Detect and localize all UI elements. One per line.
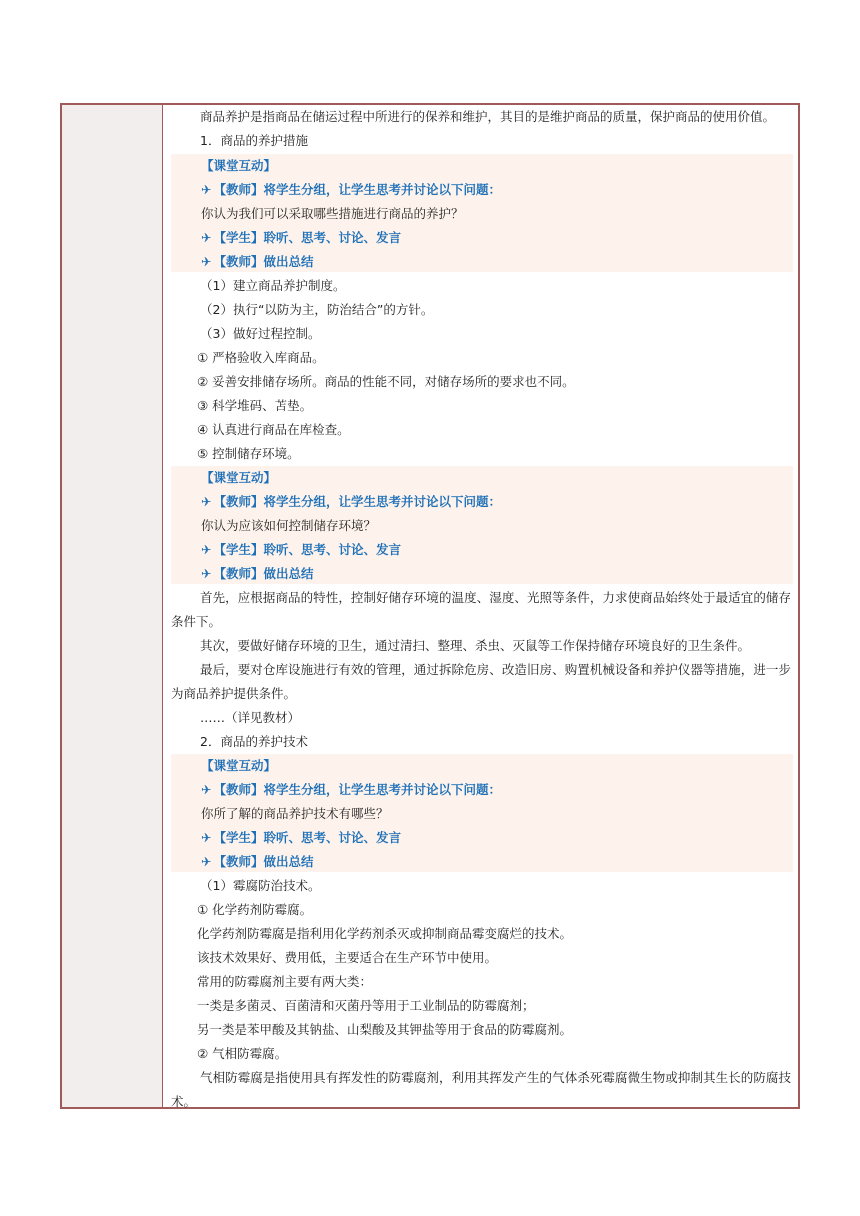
- teacher-summary-line: [201, 850, 314, 874]
- technique-1a-definition: 化学药剂防霉腐是指利用化学药剂杀灭或抑制商品霉变腐烂的技术。: [197, 926, 573, 941]
- plane-icon: ✈: [201, 830, 212, 845]
- teacher-group-text: 【教师】将学生分组，让学生思考并讨论以下问题：: [213, 182, 501, 197]
- plane-icon: ✈: [201, 782, 212, 797]
- student-action-line: [201, 826, 401, 850]
- plane-icon: ✈: [201, 254, 212, 269]
- control-item-2: ② 妥善安排储存场所。商品的性能不同，对储存场所的要求也不同。: [197, 374, 575, 389]
- teacher-summary-text: 【教师】做出总结: [213, 566, 314, 581]
- interaction-label: 【课堂互动】: [201, 758, 277, 773]
- student-action-text: 【学生】聆听、思考、讨论、发言: [213, 230, 401, 245]
- control-item-1: ① 严格验收入库商品。: [197, 350, 325, 365]
- left-label-column: [62, 105, 163, 1107]
- control-item-3: ③ 科学堆码、苫垫。: [197, 398, 313, 413]
- teacher-summary-line: [201, 562, 314, 586]
- question-3: 你所了解的商品养护技术有哪些？: [201, 806, 389, 821]
- technique-1a-usage: 该技术效果好、费用低，主要适合在生产环节中使用。: [197, 950, 498, 965]
- interaction-box-3: [171, 754, 793, 872]
- technique-1b-definition: 气相防霉腐是指使用具有挥发性的防霉腐剂，利用其挥发产生的气体杀死霉腐微生物或抑制其生长的防腐技术。: [171, 1070, 791, 1109]
- measure-2: （2）执行“以防为主，防治结合”的方针。: [200, 302, 434, 317]
- student-action-text: 【学生】聆听、思考、讨论、发言: [213, 830, 401, 845]
- question-1: 你认为我们可以采取哪些措施进行商品的养护？: [201, 206, 464, 221]
- technique-1a-types: 常用的防霉腐剂主要有两大类：: [197, 974, 373, 989]
- intro-paragraph: 商品养护是指商品在储运过程中所进行的保养和维护，其目的是维护商品的质量，保护商品的使用价值。: [200, 109, 776, 124]
- teacher-summary-text: 【教师】做出总结: [213, 254, 314, 269]
- interaction-box-2: [171, 466, 793, 584]
- technique-1b: ② 气相防霉腐。: [197, 1046, 288, 1061]
- see-textbook: ……（详见教材）: [200, 710, 301, 725]
- section2-title: 2．商品的养护技术: [200, 734, 308, 749]
- technique-1a-type2: 另一类是苯甲酸及其钠盐、山梨酸及其钾盐等用于食品的防霉腐剂。: [197, 1022, 573, 1037]
- teacher-group-line: [201, 778, 501, 802]
- student-action-line: [201, 226, 401, 250]
- interaction-box-1: [171, 154, 793, 272]
- plane-icon: ✈: [201, 542, 212, 557]
- student-action-line: [201, 538, 401, 562]
- interaction-label: 【课堂互动】: [201, 470, 277, 485]
- plane-icon: ✈: [201, 566, 212, 581]
- student-action-text: 【学生】聆听、思考、讨论、发言: [213, 542, 401, 557]
- plane-icon: ✈: [201, 494, 212, 509]
- paragraph-last: 最后，要对仓库设施进行有效的管理，通过拆除危房、改造旧房、购置机械设备和养护仪器等措施，进一步为商品养护提供条件。: [171, 662, 791, 701]
- control-item-5: ⑤ 控制储存环境。: [197, 446, 300, 461]
- teacher-group-line: [201, 178, 501, 202]
- technique-1: （1）霉腐防治技术。: [200, 878, 321, 893]
- plane-icon: ✈: [201, 230, 212, 245]
- teacher-group-text: 【教师】将学生分组，让学生思考并讨论以下问题：: [213, 494, 501, 509]
- section1-title: 1．商品的养护措施: [200, 133, 308, 148]
- interaction-label: 【课堂互动】: [201, 158, 277, 173]
- technique-1a-type1: 一类是多菌灵、百菌清和灭菌丹等用于工业制品的防霉腐剂；: [197, 998, 535, 1013]
- teacher-group-text: 【教师】将学生分组，让学生思考并讨论以下问题：: [213, 782, 501, 797]
- question-2: 你认为应该如何控制储存环境？: [201, 518, 377, 533]
- technique-1a: ① 化学药剂防霉腐。: [197, 902, 313, 917]
- plane-icon: ✈: [201, 854, 212, 869]
- control-item-4: ④ 认真进行商品在库检查。: [197, 422, 350, 437]
- paragraph-second: 其次，要做好储存环境的卫生，通过清扫、整理、杀虫、灭鼠等工作保持储存环境良好的卫生条件。: [200, 638, 751, 653]
- lesson-table: [60, 103, 800, 1109]
- plane-icon: ✈: [201, 182, 212, 197]
- teacher-group-line: [201, 490, 501, 514]
- paragraph-first: 首先，应根据商品的特性，控制好储存环境的温度、湿度、光照等条件，力求使商品始终处于最适宜的储存条件下。: [171, 590, 791, 629]
- teacher-summary-line: [201, 250, 314, 274]
- teacher-summary-text: 【教师】做出总结: [213, 854, 314, 869]
- measure-3: （3）做好过程控制。: [200, 326, 321, 341]
- measure-1: （1）建立商品养护制度。: [200, 278, 346, 293]
